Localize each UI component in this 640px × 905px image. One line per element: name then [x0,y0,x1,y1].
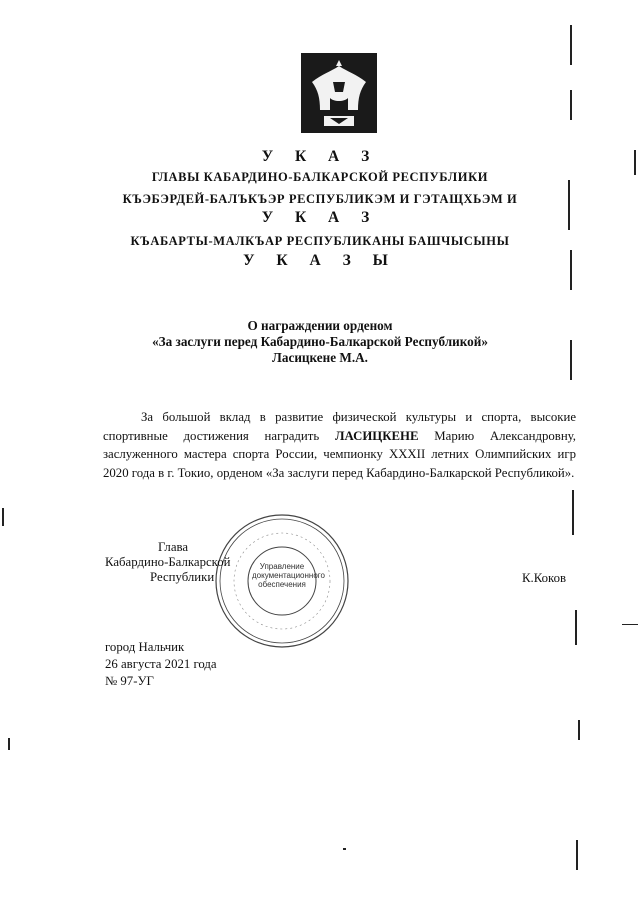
stamp-inner-text: Управление документационного обеспечения [252,562,325,589]
decree-paragraph [103,408,576,482]
scan-artifact [570,340,572,380]
header-line-1: ГЛАВЫ КАБАРДИНО-БАЛКАРСКОЙ РЕСПУБЛИКИ [151,170,489,184]
scan-artifact [8,738,10,750]
body-text-start: За большой вклад в развитие физической культуры и спорта, высокие спортивные достижения наградить [103,410,576,443]
scan-artifact [634,150,636,175]
decree-date: 26 августа 2021 года [105,657,217,671]
header-line-2: КЪЭБЭРДЕЙ-БАЛЪКЪЭР РЕСПУБЛИКЭМ И ГЭТАЩХЬЭМ И [122,192,518,206]
scan-artifact [572,490,574,535]
ukaz-heading-1: У К А З [261,148,379,165]
scan-artifact [568,180,570,230]
scan-artifact [570,25,572,65]
body-text-end: Марию Александровну, заслуженного мастера спорта России, чемпионку XXXII летних Олимпийских игр 2020 года в г. Токио, орденом «За заслуги перед Кабардино-Балкарской Республикой». [103,428,576,480]
ukaz-heading-3: У К А З Ы [243,252,397,269]
decree-body [103,408,576,482]
signatory-position-line-2: Кабардино-Балкарской [105,555,231,569]
ukaz-heading-2: У К А З [261,209,379,226]
scan-artifact [578,720,580,740]
scan-artifact [570,90,572,120]
decree-number: № 97-УГ [105,674,154,688]
header-line-3: КЪАБАРТЫ-МАЛКЪАР РЕСПУБЛИКАНЫ БАШЧЫСЫНЫ [130,234,510,248]
scan-artifact [343,848,346,850]
decree-title-line-2: «За заслуги перед Кабардино-Балкарской Республикой» [152,334,488,349]
signatory-name: К.Коков [522,571,567,585]
scan-artifact [576,840,578,870]
decree-title-line-1: О награждении орденом [247,318,393,333]
coat-of-arms-emblem [300,52,378,134]
scan-artifact [2,508,4,526]
signatory-position-line-1: Глава [158,540,189,554]
scan-artifact [575,610,577,645]
awardee-surname: ЛАСИЦКЕНЕ [334,428,419,443]
city: город Нальчик [105,640,185,654]
scan-artifact [570,250,572,290]
scan-artifact [622,624,638,625]
official-stamp [212,512,352,650]
signatory-position-line-3: Республики [150,570,215,584]
decree-title-line-3: Ласицкене М.А. [272,350,368,365]
